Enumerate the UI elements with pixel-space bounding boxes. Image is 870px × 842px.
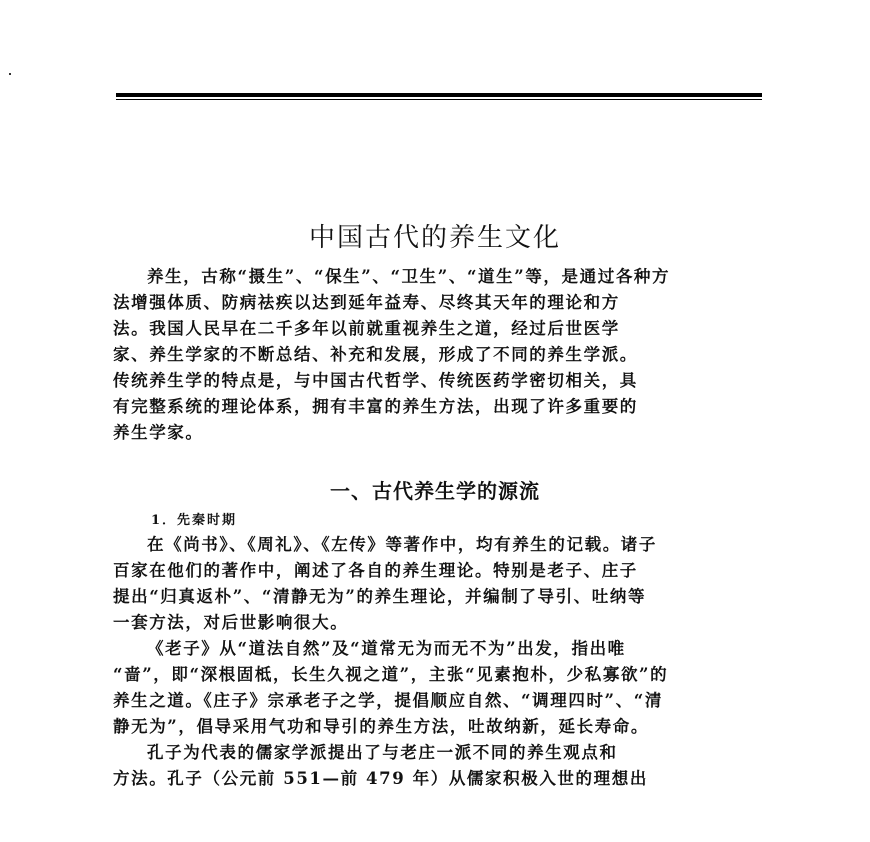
section-heading: 一、古代养生学的源流 bbox=[330, 478, 540, 503]
text-line: 养生，古称“摄生”、“保生”、“卫生”、“道生”等，是通过各种方 bbox=[147, 267, 671, 286]
text-line: 在《尚书》、《周礼》、《左传》等著作中，均有养生的记载。诸子 bbox=[147, 535, 657, 554]
text-line: 传统养生学的特点是，与中国古代哲学、传统医药学密切相关，具 bbox=[113, 371, 638, 390]
text-line: 家、养生学家的不断总结、补充和发展，形成了不同的养生学派。 bbox=[113, 345, 638, 364]
text-line: 孔子为代表的儒家学派提出了与老庄一派不同的养生观点和 bbox=[147, 743, 618, 762]
text-line: 方法。孔子（公元前 551—前 479 年）从儒家积极入世的理想出 bbox=[113, 769, 648, 788]
text-line: 有完整系统的理论体系，拥有丰富的养生方法，出现了许多重要的 bbox=[113, 397, 638, 416]
text-line: “啬”，即“深根固柢，长生久视之道”，主张“见素抱朴，少私寡欲”的 bbox=[113, 665, 669, 684]
text-line: 养生之道。《庄子》宗承老子之学，提倡顺应自然、“调理四时”、“清 bbox=[113, 691, 663, 710]
text-line: 一套方法，对后世影响很大。 bbox=[113, 613, 349, 632]
page-title: 中国古代的养生文化 bbox=[308, 223, 561, 254]
subsection-heading: 1．先秦时期 bbox=[151, 513, 238, 528]
text-line: 法增强体质、防病祛疾以达到延年益寿、尽终其天年的理论和方 bbox=[113, 293, 620, 312]
scan-speck bbox=[9, 73, 11, 75]
text-line: 百家在他们的著作中，阐述了各自的养生理论。特别是老子、庄子 bbox=[113, 561, 638, 580]
text-line: 《老子》从“道法自然”及“道常无为而无不为”出发，指出唯 bbox=[147, 639, 626, 658]
text-line: 静无为”，倡导采用气功和导引的养生方法，吐故纳新，延长寿命。 bbox=[113, 717, 649, 736]
text-line: 养生学家。 bbox=[113, 423, 204, 442]
header-rule-thin bbox=[116, 99, 762, 100]
text-line: 法。我国人民早在二千多年以前就重视养生之道，经过后世医学 bbox=[113, 319, 620, 338]
text-line: 提出“归真返朴”、“清静无为”的养生理论，并编制了导引、吐纳等 bbox=[113, 587, 647, 606]
header-rule-thick bbox=[116, 93, 762, 97]
